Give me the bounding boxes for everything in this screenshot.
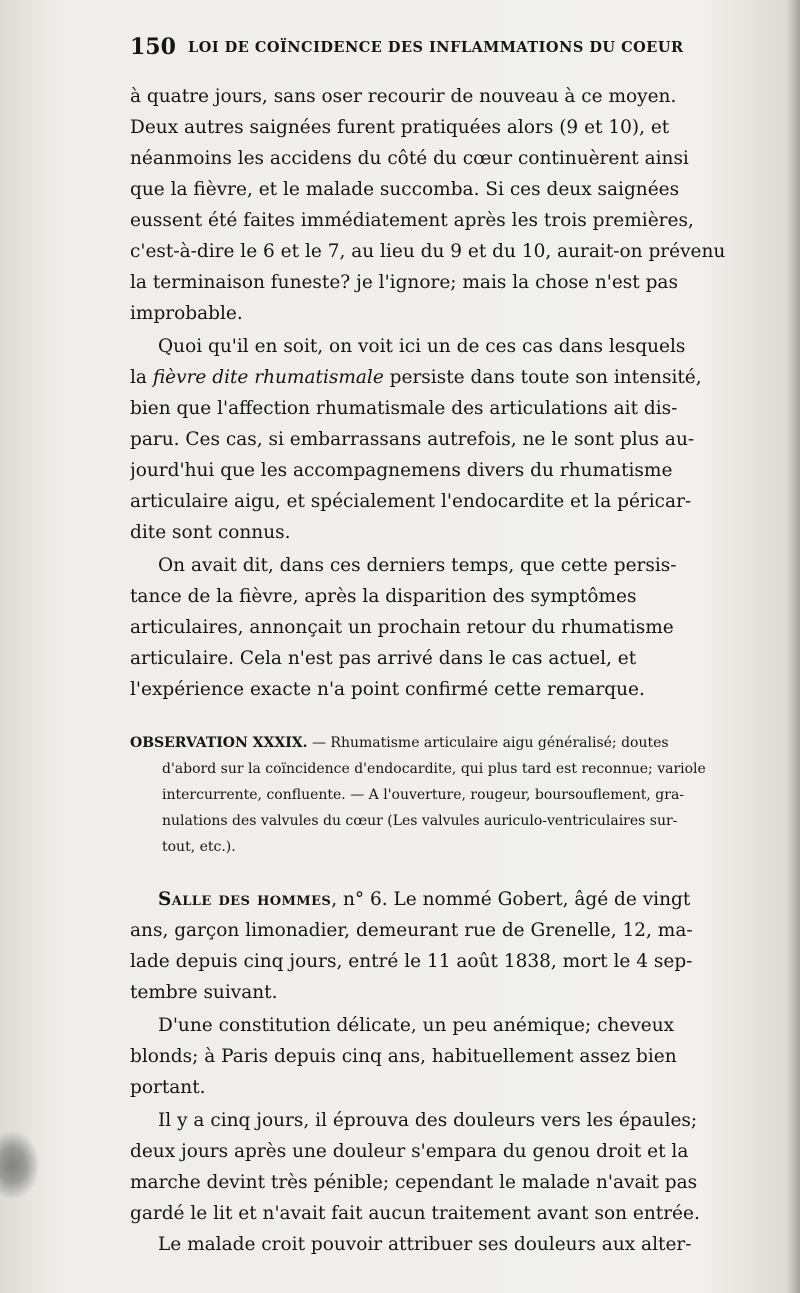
observation-line: nulations des valvules du cœur (Les valvules auriculo-ventriculaires sur- [162,813,678,829]
text-line: c'est-à-dire le 6 et le 7, au lieu du 9 et du 10, aurait-on prévenu [130,241,726,262]
paper-stain [0,1130,40,1200]
observation-line: OBSERVATION XXXIX. — Rhumatisme articulaire aigu généralisé; doutes [130,735,669,751]
text-line: la terminaison funeste? je l'ignore; mais la chose n'est pas [130,272,678,293]
text-line: articulaire aigu, et spécialement l'endocardite et la péricar- [130,491,692,512]
observation-line: tout, etc.). [162,839,236,855]
text-line: ans, garçon limonadier, demeurant rue de Grenelle, 12, ma- [130,920,693,941]
text-line: portant. [130,1077,206,1098]
text-line: l'expérience exacte n'a point confirmé cette remarque. [130,679,645,700]
text-line: bien que l'affection rhumatismale des articulations ait dis- [130,398,678,419]
text-line: articulaires, annonçait un prochain retour du rhumatisme [130,617,674,638]
text-line: dite sont connus. [130,522,291,543]
text-line: que la fièvre, et le malade succomba. Si ces deux saignées [130,179,680,200]
italic-phrase: fièvre dite rhumatismale [152,367,384,388]
text-line: paru. Ces cas, si embarrassans autrefois, ne le sont plus au- [130,429,695,450]
salle-label: Salle des hommes [158,889,332,910]
text-line: deux jours après une douleur s'empara du genou droit et la [130,1141,689,1162]
text-line: marche devint très pénible; cependant le malade n'avait pas [130,1172,698,1193]
text-line: Quoi qu'il en soit, on voit ici un de ces cas dans lesquels [158,336,686,357]
text-line: Il y a cinq jours, il éprouva des douleurs vers les épaules; [158,1110,698,1131]
observation-line: intercurrente, confluente. — A l'ouverture, rougeur, boursouflement, gra- [162,787,685,803]
text-line: Salle des hommes, n° 6. Le nommé Gobert, âgé de vingt [158,889,691,910]
text-line: blonds; à Paris depuis cinq ans, habituellement assez bien [130,1046,677,1067]
text-line: la fièvre dite rhumatismale persiste dans toute son intensité, [130,367,702,388]
running-header [130,36,770,60]
text-line: On avait dit, dans ces derniers temps, que cette persis- [158,555,677,576]
text-line: à quatre jours, sans oser recourir de nouveau à ce moyen. [130,86,677,107]
page-number: 150 [130,34,176,60]
text-line: tembre suivant. [130,982,278,1003]
text-line: jourd'hui que les accompagnemens divers du rhumatisme [130,460,673,481]
text-line: eussent été faites immédiatement après les trois premières, [130,210,694,231]
text-line: néanmoins les accidens du côté du cœur continuèrent ainsi [130,148,689,169]
text-line: Deux autres saignées furent pratiquées alors (9 et 10), et [130,117,670,138]
running-title: LOI DE COÏNCIDENCE DES INFLAMMATIONS DU COEUR [188,39,684,56]
text-line: gardé le lit et n'avait fait aucun traitement avant son entrée. [130,1203,700,1224]
observation-line: d'abord sur la coïncidence d'endocardite, qui plus tard est reconnue; variole [162,761,706,777]
text-line: tance de la fièvre, après la disparition des symptômes [130,586,637,607]
page-edge-shadow [786,0,800,1293]
text-line: Le malade croit pouvoir attribuer ses douleurs aux alter- [158,1234,692,1255]
text-line: D'une constitution délicate, un peu anémique; cheveux [158,1015,675,1036]
observation-title: OBSERVATION XXXIX. [130,735,308,751]
text-line: lade depuis cinq jours, entré le 11 août 1838, mort le 4 sep- [130,951,693,972]
text-line: articulaire. Cela n'est pas arrivé dans le cas actuel, et [130,648,637,669]
text-line: improbable. [130,303,243,324]
